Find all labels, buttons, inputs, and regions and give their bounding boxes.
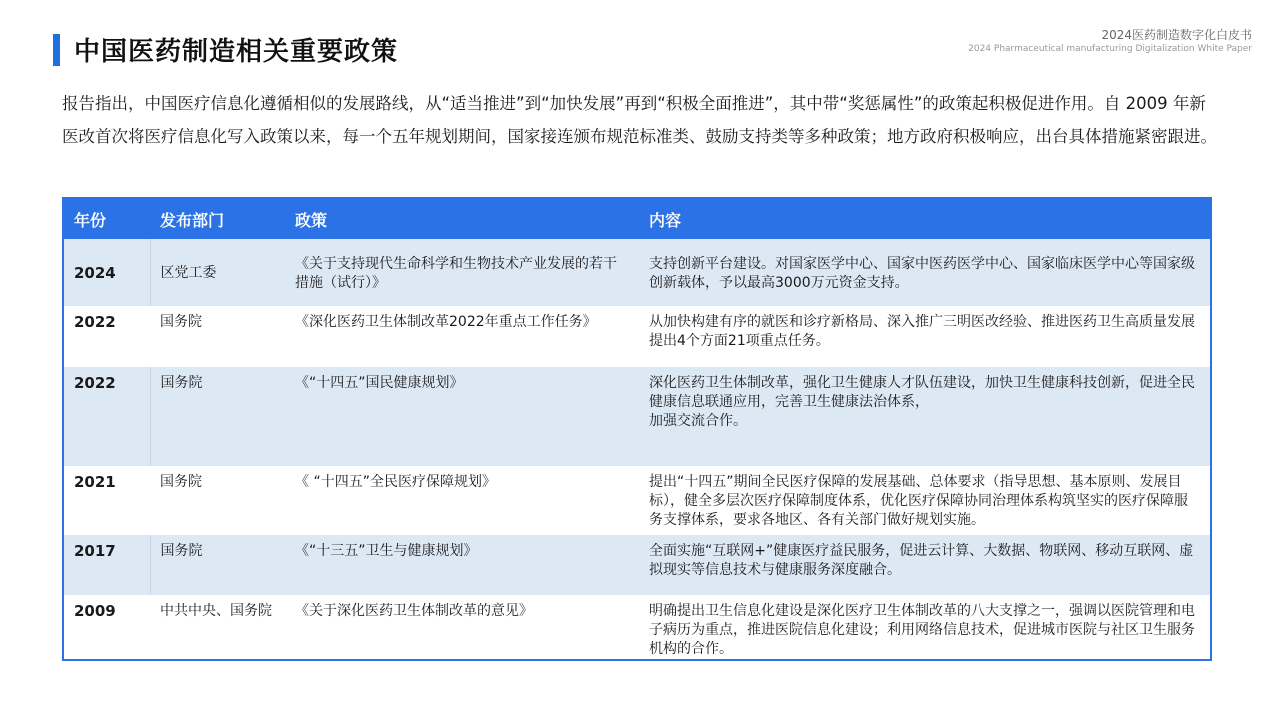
cell-year: 2021	[64, 466, 150, 535]
cell-year: 2024	[64, 239, 150, 306]
policy-table	[62, 197, 1212, 661]
cell-year: 2022	[64, 367, 150, 466]
cell-policy: 《深化医药卫生体制改革2022年重点工作任务》	[285, 306, 639, 367]
cell-policy: 《关于支持现代生命科学和生物技术产业发展的若干措施（试行）》	[285, 239, 639, 306]
table-row	[64, 306, 1210, 367]
brand-title-cn: 2024医药制造数字化白皮书	[1101, 28, 1252, 42]
cell-policy: 《关于深化医药卫生体制改革的意见》	[285, 595, 639, 661]
intro-paragraph: 报告指出，中国医疗信息化遵循相似的发展路线，从“适当推进”到“加快发展”再到“积极全面推进”，其中带“奖惩属性”的政策起积极促进作用。自 2009 年新医改首次将医疗信息化写入政策以来，每一个五年规划期间，国家接连颁布规范标准类、鼓励支持类等多种政策；地方政府积极响应，出台具体措施紧密跟进。	[62, 94, 1217, 146]
header-dept: 发布部门	[150, 199, 285, 239]
cell-content: 深化医药卫生体制改革，强化卫生健康人才队伍建设，加快卫生健康科技创新，促进全民健康信息联通应用，完善卫生健康法治体系， 加强交流合作。	[639, 367, 1210, 466]
cell-dept: 国务院	[150, 535, 285, 595]
header-policy: 政策	[285, 199, 639, 239]
brand-title-en: 2024 Pharmaceutical manufacturing Digitalization White Paper	[968, 44, 1252, 54]
cell-content: 支持创新平台建设。对国家医学中心、国家中医药医学中心、国家临床医学中心等国家级创新载体，予以最高3000万元资金支持。	[639, 239, 1210, 306]
cell-content: 全面实施“互联网+”健康医疗益民服务，促进云计算、大数据、物联网、移动互联网、虚拟现实等信息技术与健康服务深度融合。	[639, 535, 1210, 595]
table-row	[64, 595, 1210, 661]
brand-block	[968, 28, 1252, 55]
page-title: 中国医药制造相关重要政策	[74, 37, 399, 67]
table-row	[64, 367, 1210, 466]
table-header-row	[64, 199, 1210, 239]
cell-year: 2009	[64, 595, 150, 661]
table-row	[64, 466, 1210, 535]
cell-dept: 中共中央、国务院	[150, 595, 285, 661]
cell-year: 2022	[64, 306, 150, 367]
cell-dept: 国务院	[150, 306, 285, 367]
cell-dept: 区党工委	[150, 239, 285, 306]
cell-policy: 《“十三五”卫生与健康规划》	[285, 535, 639, 595]
cell-policy: 《 “十四五”全民医疗保障规划》	[285, 466, 639, 535]
cell-content: 明确提出卫生信息化建设是深化医疗卫生体制改革的八大支撑之一，强调以医院管理和电子病历为重点，推进医院信息化建设；利用网络信息技术，促进城市医院与社区卫生服务机构的合作。	[639, 595, 1210, 661]
cell-year: 2017	[64, 535, 150, 595]
header-year: 年份	[64, 199, 150, 239]
cell-content: 从加快构建有序的就医和诊疗新格局、深入推广三明医改经验、推进医药卫生高质量发展提出4个方面21项重点任务。	[639, 306, 1210, 367]
table-row	[64, 535, 1210, 595]
table-row	[64, 239, 1210, 306]
header-content: 内容	[639, 199, 1210, 239]
cell-dept: 国务院	[150, 367, 285, 466]
cell-dept: 国务院	[150, 466, 285, 535]
title-accent-bar	[53, 34, 60, 66]
cell-policy: 《“十四五”国民健康规划》	[285, 367, 639, 466]
cell-content: 提出“十四五”期间全民医疗保障的发展基础、总体要求（指导思想、基本原则、发展目标），健全多层次医疗保障制度体系，优化医疗保障协同治理体系构筑坚实的医疗保障服务支撑体系，要求各地区、各有关部门做好规划实施。	[639, 466, 1210, 535]
